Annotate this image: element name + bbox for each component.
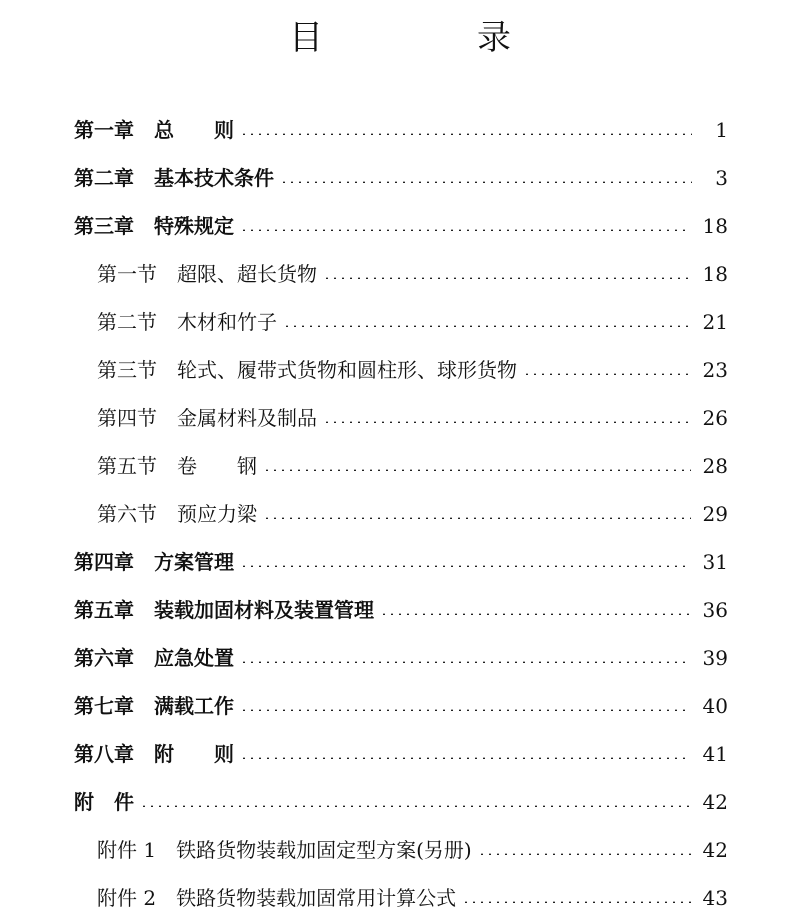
toc-entry-label: 第二节 木材和竹子 [97, 310, 277, 334]
toc-entry-label: 第四章 方案管理 [74, 550, 234, 574]
toc-entry-label: 第六章 应急处置 [74, 646, 234, 670]
toc-entry-page: 42 [702, 790, 728, 814]
dot-leader [380, 613, 691, 615]
dot-leader [240, 661, 691, 663]
dot-leader [140, 805, 691, 807]
toc-entry-label: 第一章 总 则 [74, 118, 234, 142]
dot-leader [240, 133, 692, 135]
dot-leader [462, 901, 690, 903]
dot-leader [280, 181, 692, 183]
dot-leader [478, 853, 691, 855]
toc-entry-page: 31 [702, 550, 728, 574]
toc-entry-section-1[interactable] [97, 250, 728, 298]
toc-entry-section-3[interactable] [97, 346, 728, 394]
toc-entry-page: 1 [715, 118, 728, 142]
toc-entry-section-6[interactable] [97, 490, 728, 538]
dot-leader [240, 229, 691, 231]
dot-leader [240, 565, 691, 567]
toc-entry-page: 41 [702, 742, 728, 766]
dot-leader [523, 373, 691, 375]
toc-entry-page: 3 [715, 166, 728, 190]
toc-entry-appendix-2[interactable] [97, 874, 728, 922]
toc-entry-chapter-4[interactable] [74, 538, 728, 586]
toc-entry-page: 26 [702, 406, 728, 430]
toc-entry-label: 第二章 基本技术条件 [74, 166, 274, 190]
toc-entry-section-4[interactable] [97, 394, 728, 442]
toc-entry-page: 36 [702, 598, 728, 622]
toc-entry-chapter-2[interactable] [74, 154, 728, 202]
toc-entry-chapter-3[interactable] [74, 202, 728, 250]
toc-entry-appendix-1[interactable] [97, 826, 728, 874]
dot-leader [240, 709, 691, 711]
toc-entry-label: 附件 1 铁路货物装载加固定型方案(另册) [97, 838, 472, 862]
toc-entry-label: 第三章 特殊规定 [74, 214, 234, 238]
toc-entry-chapter-1[interactable] [74, 106, 728, 154]
toc-entry-label: 附 件 [74, 790, 134, 814]
dot-leader [323, 277, 691, 279]
dot-leader [323, 421, 691, 423]
toc-entry-chapter-6[interactable] [74, 634, 728, 682]
toc-entry-chapter-5[interactable] [74, 586, 728, 634]
toc-entry-label: 第四节 金属材料及制品 [97, 406, 317, 430]
toc-entry-page: 23 [702, 358, 728, 382]
dot-leader [263, 469, 691, 471]
toc-entry-page: 28 [702, 454, 728, 478]
toc-entry-page: 29 [702, 502, 728, 526]
toc-entry-page: 42 [702, 838, 728, 862]
toc-entry-chapter-7[interactable] [74, 682, 728, 730]
toc-entry-page: 21 [702, 310, 728, 334]
toc-entry-label: 第五章 装载加固材料及装置管理 [74, 598, 374, 622]
toc-entry-section-2[interactable] [97, 298, 728, 346]
toc-entry-label: 第八章 附 则 [74, 742, 234, 766]
toc-entry-label: 第三节 轮式、履带式货物和圆柱形、球形货物 [97, 358, 517, 382]
toc-entry-page: 39 [702, 646, 728, 670]
toc-entry-appendix[interactable] [74, 778, 728, 826]
toc-entry-page: 18 [702, 262, 728, 286]
toc-entry-page: 40 [702, 694, 728, 718]
toc-entry-label: 附件 2 铁路货物装载加固常用计算公式 [97, 886, 457, 910]
toc-entry-chapter-8[interactable] [74, 730, 728, 778]
toc-entry-page: 18 [702, 214, 728, 238]
dot-leader [240, 757, 691, 759]
page-title: 目 录 [289, 18, 571, 58]
toc-entry-label: 第七章 满载工作 [74, 694, 234, 718]
toc-entry-label: 第六节 预应力梁 [97, 502, 257, 526]
toc-entry-section-5[interactable] [97, 442, 728, 490]
toc-entry-page: 43 [702, 886, 728, 910]
dot-leader [283, 325, 691, 327]
toc-entry-label: 第五节 卷 钢 [97, 454, 257, 478]
toc-entry-label: 第一节 超限、超长货物 [97, 262, 317, 286]
dot-leader [263, 517, 691, 519]
